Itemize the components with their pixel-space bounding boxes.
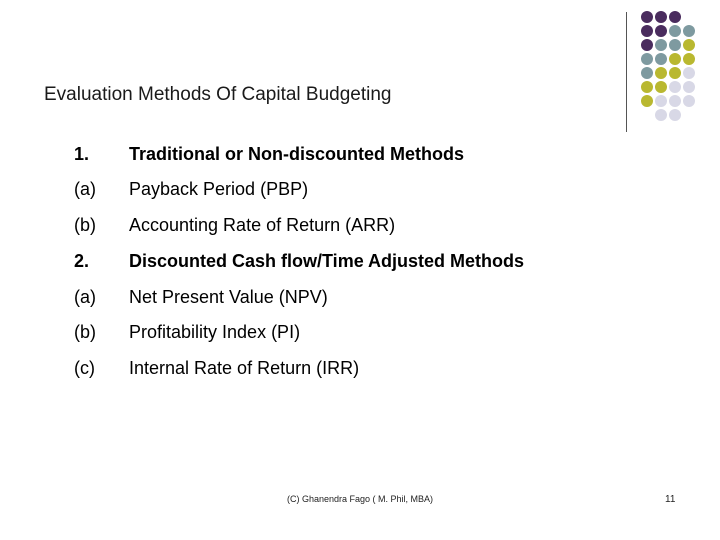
item-text: Payback Period (PBP) bbox=[129, 179, 309, 199]
decorative-dot bbox=[641, 39, 653, 51]
decorative-dot bbox=[683, 53, 695, 65]
decorative-dot bbox=[669, 109, 681, 121]
item-text: Net Present Value (NPV) bbox=[129, 287, 328, 307]
footer-credit: (C) Ghanendra Fago ( M. Phil, MBA) bbox=[286, 494, 434, 504]
slide-title: Evaluation Methods Of Capital Budgeting bbox=[44, 84, 392, 105]
decorative-dot bbox=[669, 53, 681, 65]
decorative-dot bbox=[655, 39, 667, 51]
decorative-dot bbox=[669, 81, 681, 93]
decorative-dot bbox=[655, 11, 667, 23]
slide-footer bbox=[0, 494, 720, 504]
item-number: (b) bbox=[74, 322, 96, 342]
decorative-dot bbox=[655, 53, 667, 65]
decorative-dot bbox=[669, 11, 681, 23]
item-text: Profitability Index (PI) bbox=[129, 322, 301, 342]
item-text: Traditional or Non-discounted Methods bbox=[129, 144, 464, 164]
decorative-dot bbox=[641, 25, 653, 37]
decorative-dot bbox=[669, 95, 681, 107]
item-number: (a) bbox=[74, 287, 96, 307]
decorative-dot bbox=[641, 95, 653, 107]
decorative-dot bbox=[641, 67, 653, 79]
decorative-dot bbox=[641, 81, 653, 93]
decorative-divider bbox=[626, 12, 627, 132]
page-number: 11 bbox=[665, 494, 676, 505]
item-number: 1. bbox=[74, 144, 90, 164]
decorative-dot bbox=[641, 11, 653, 23]
item-text: Accounting Rate of Return (ARR) bbox=[129, 215, 396, 235]
item-text: Internal Rate of Return (IRR) bbox=[129, 358, 360, 378]
decorative-dot bbox=[669, 25, 681, 37]
decorative-dot bbox=[641, 53, 653, 65]
decorative-dot-grid bbox=[641, 11, 720, 121]
decorative-dot bbox=[669, 39, 681, 51]
item-number: (b) bbox=[74, 215, 96, 235]
decorative-dot bbox=[655, 95, 667, 107]
decorative-dot bbox=[683, 39, 695, 51]
decorative-dot bbox=[683, 25, 695, 37]
item-text: Discounted Cash flow/Time Adjusted Methods bbox=[129, 251, 525, 271]
decorative-dot bbox=[683, 67, 695, 79]
decorative-dot bbox=[655, 109, 667, 121]
item-number: (c) bbox=[74, 358, 95, 378]
decorative-dot bbox=[683, 95, 695, 107]
decorative-dot bbox=[683, 81, 695, 93]
decorative-dot bbox=[655, 81, 667, 93]
decorative-dot bbox=[655, 25, 667, 37]
item-number: (a) bbox=[74, 179, 96, 199]
decorative-dot bbox=[655, 67, 667, 79]
decorative-dot bbox=[669, 67, 681, 79]
item-number: 2. bbox=[74, 251, 90, 271]
